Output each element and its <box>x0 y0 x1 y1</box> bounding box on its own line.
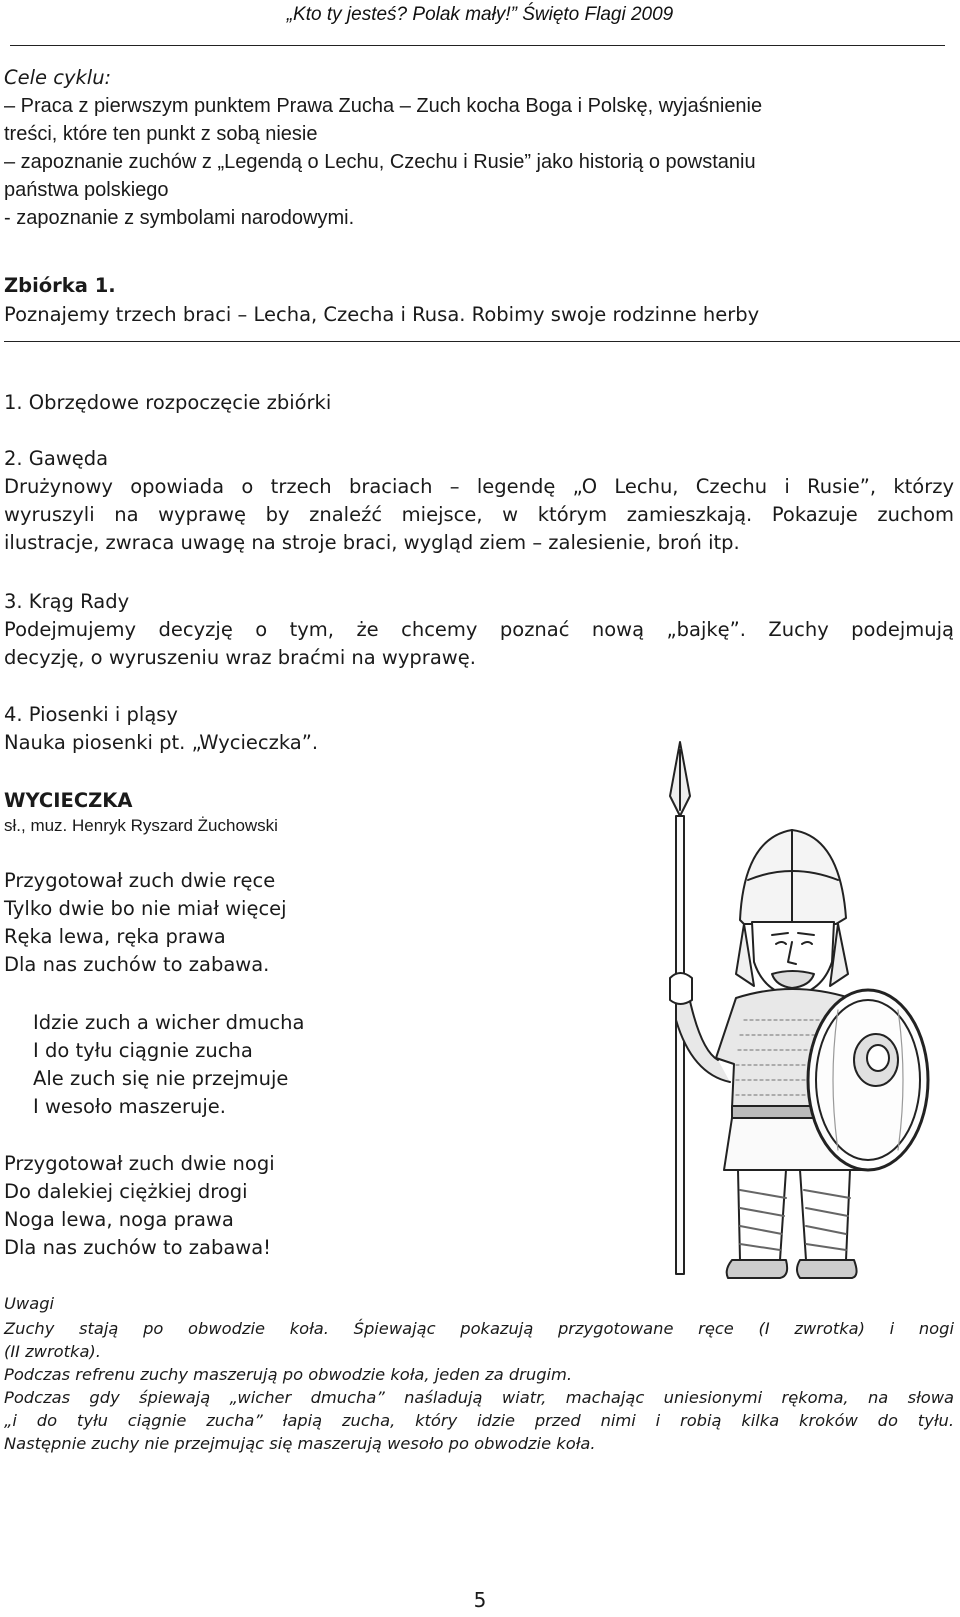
section-3 <box>4 588 954 672</box>
section-divider <box>4 341 960 342</box>
section-4-text: Nauka piosenki pt. „Wycieczka”. <box>4 731 319 754</box>
notes-line-5: „i do tyłu ciągnie zucha” łapią zucha, który idzie przed nimi i robią kilka kroków do tyłu. <box>4 1411 954 1430</box>
goals-line-5: - zapoznanie z symbolami narodowymi. <box>4 207 355 229</box>
goals-heading: Cele cyklu: <box>4 66 112 89</box>
page-header-title: „Kto ty jesteś? Polak mały!” Święto Flagi 2009 <box>286 4 674 25</box>
song-chorus <box>33 1009 304 1121</box>
verse-1-line-4: Dla nas zuchów to zabawa. <box>4 953 270 976</box>
notes-line-1: Zuchy stają po obwodzie koła. Śpiewając pokazują przygotowane ręce (I zwrotka) i nogi <box>4 1319 954 1338</box>
verse-1-line-2: Tylko dwie bo nie miał więcej <box>4 897 287 920</box>
notes-line-3: Podczas refrenu zuchy maszerują po obwodzie koła, jeden za drugim. <box>4 1365 573 1384</box>
notes-line-4: Podczas gdy śpiewają „wicher dmucha” naśladują wiatr, machając uniesionymi rękoma, na słowa <box>4 1388 954 1407</box>
verse-2-line-3: Noga lewa, noga prawa <box>4 1208 234 1231</box>
chorus-line-4: I wesoło maszeruje. <box>33 1095 226 1118</box>
song-verse-1 <box>4 867 287 979</box>
section-3-line-2: decyzję, o wyruszeniu wraz braćmi na wyprawę. <box>4 646 476 669</box>
section-4-title: 4. Piosenki i pląsy <box>4 703 178 726</box>
song-credits: sł., muz. Henryk Ryszard Żuchowski <box>4 816 278 835</box>
verse-1-line-3: Ręka lewa, ręka prawa <box>4 925 226 948</box>
section-3-title: 3. Krąg Rady <box>4 590 130 613</box>
verse-2-line-4: Dla nas zuchów to zabawa! <box>4 1236 272 1259</box>
section-2 <box>4 445 954 557</box>
notes-heading: Uwagi <box>4 1294 55 1313</box>
section-1-title: 1. Obrzędowe rozpoczęcie zbiórki <box>4 391 332 414</box>
page-number: 5 <box>473 1588 487 1612</box>
goals-line-3: – zapoznanie zuchów z „Legendą o Lechu, Czechu i Rusie” jako historią o powstaniu <box>4 151 756 173</box>
goals-line-2: treści, które ten punkt z sobą niesie <box>4 123 318 145</box>
notes-line-2: (II zwrotka). <box>4 1342 101 1361</box>
notes-line-6: Następnie zuchy nie przejmując się maszerują wesoło po obwodzie koła. <box>4 1434 596 1453</box>
section-3-line-1: Podejmujemy decyzję o tym, że chcemy poznać nową „bajkę”. Zuchy podejmują <box>4 618 954 641</box>
chorus-line-3: Ale zuch się nie przejmuje <box>33 1067 289 1090</box>
meeting-heading <box>4 272 954 329</box>
verse-2-line-1: Przygotował zuch dwie nogi <box>4 1152 275 1175</box>
section-2-title: 2. Gawęda <box>4 447 109 470</box>
section-2-line-3: ilustracje, zwraca uwagę na stroje braci, wygląd ziem – zalesienie, broń itp. <box>4 531 740 554</box>
meeting-title: Zbiórka 1. <box>4 274 116 297</box>
section-2-line-2: wyruszyli na wyprawę by znaleźć miejsce, w którym zamieszkają. Pokazuje zuchom <box>4 503 954 526</box>
chorus-line-2: I do tyłu ciągnie zucha <box>33 1039 253 1062</box>
goals-line-1: – Praca z pierwszym punktem Prawa Zucha – Zuch kocha Boga i Polskę, wyjaśnienie <box>4 95 763 117</box>
verse-1-line-1: Przygotował zuch dwie ręce <box>4 869 276 892</box>
header-divider <box>10 45 945 46</box>
section-1 <box>4 389 954 417</box>
chorus-line-1: Idzie zuch a wicher dmucha <box>33 1011 305 1034</box>
section-2-line-1: Drużynowy opowiada o trzech braciach – legendę „O Lechu, Czechu i Rusie”, którzy <box>4 475 954 498</box>
warrior-with-spear-and-shield-icon <box>640 730 960 1280</box>
song-header <box>4 787 278 837</box>
goals-section <box>4 64 954 232</box>
song-title: WYCIECZKA <box>4 789 133 812</box>
goals-line-4: państwa polskiego <box>4 179 169 201</box>
notes-section <box>4 1292 954 1455</box>
song-verse-2 <box>4 1150 275 1262</box>
meeting-subtitle: Poznajemy trzech braci – Lecha, Czecha i Rusa. Robimy swoje rodzinne herby <box>4 303 760 326</box>
verse-2-line-2: Do dalekiej ciężkiej drogi <box>4 1180 248 1203</box>
